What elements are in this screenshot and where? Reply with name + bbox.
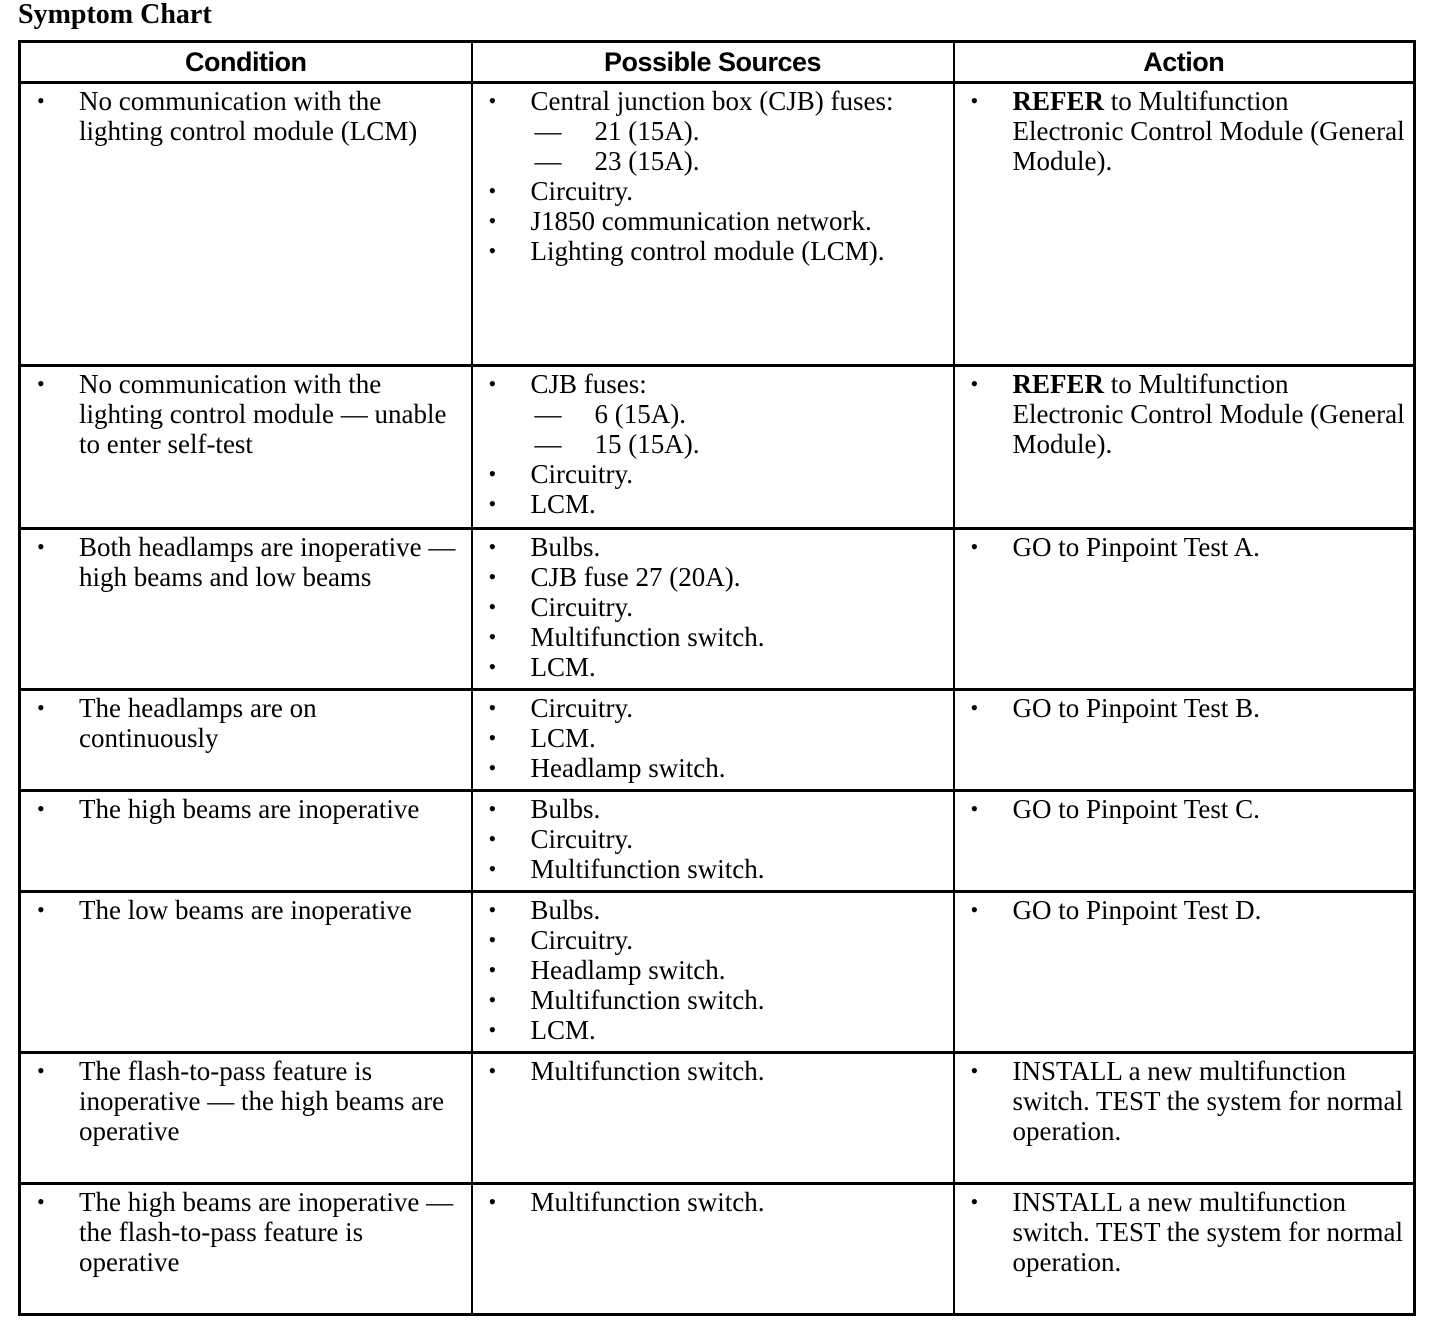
source-item: • LCM. xyxy=(479,1015,945,1045)
sources-list xyxy=(479,895,945,1045)
source-item: • LCM. xyxy=(479,652,945,682)
source-item: • Headlamp switch. xyxy=(479,955,945,985)
action-list xyxy=(961,794,1406,824)
condition-cell xyxy=(20,791,472,892)
condition-list xyxy=(27,693,463,753)
action-text: a new multifunction switch. TEST the system for normal operation. xyxy=(1012,1056,1403,1146)
action-list xyxy=(961,1187,1406,1277)
sources-list xyxy=(479,86,945,266)
fuse-item: — 15 (15A). xyxy=(531,429,945,459)
condition-list xyxy=(27,895,463,925)
sources-cell xyxy=(472,529,954,690)
sources-list xyxy=(479,532,945,682)
sources-cell xyxy=(472,1184,954,1315)
source-text: Central junction box (CJB) fuses: xyxy=(530,86,894,116)
action-text: to Pinpoint Test B. xyxy=(1051,693,1260,723)
header-condition: Condition xyxy=(20,42,472,83)
action-cell xyxy=(954,1184,1415,1315)
action-keyword: REFER xyxy=(1012,369,1105,399)
condition-cell xyxy=(20,83,472,366)
action-item xyxy=(961,369,1406,459)
condition-list xyxy=(27,1056,463,1146)
source-item: • Circuitry. xyxy=(479,824,945,854)
sources-list xyxy=(479,693,945,783)
fuse-item: — 21 (15A). xyxy=(531,116,945,146)
action-text: to Pinpoint Test C. xyxy=(1051,794,1260,824)
table-row xyxy=(20,366,1415,529)
source-item: • Circuitry. xyxy=(479,176,945,206)
table-row xyxy=(20,529,1415,690)
table-row xyxy=(20,791,1415,892)
action-list xyxy=(961,1056,1406,1146)
action-keyword: GO xyxy=(1012,794,1052,824)
sources-cell xyxy=(472,366,954,529)
source-item: • Multifunction switch. xyxy=(479,985,945,1015)
condition-list xyxy=(27,794,463,824)
sources-list xyxy=(479,369,945,519)
action-item xyxy=(961,895,1406,925)
source-text: CJB fuses: xyxy=(530,369,647,399)
action-keyword: GO xyxy=(1012,895,1052,925)
action-keyword: GO xyxy=(1012,532,1052,562)
source-item: • Circuitry. xyxy=(479,925,945,955)
condition-item: • Both headlamps are inoperative — high beams and low beams xyxy=(27,532,463,592)
condition-list xyxy=(27,369,463,459)
action-item xyxy=(961,1056,1406,1146)
condition-cell xyxy=(20,690,472,791)
action-text: to Pinpoint Test D. xyxy=(1051,895,1262,925)
table-row xyxy=(20,1053,1415,1184)
condition-cell xyxy=(20,892,472,1053)
action-text: to Multifunction Electronic Control Module (General Module). xyxy=(1012,86,1405,176)
source-item: • Multifunction switch. xyxy=(479,1056,945,1086)
action-keyword: REFER xyxy=(1012,86,1105,116)
action-text: a new multifunction switch. TEST the system for normal operation. xyxy=(1012,1187,1403,1277)
source-item: • Headlamp switch. xyxy=(479,753,945,783)
fuse-item: — 23 (15A). xyxy=(531,146,945,176)
source-item: • Bulbs. xyxy=(479,532,945,562)
sources-cell xyxy=(472,1053,954,1184)
action-item xyxy=(961,794,1406,824)
action-keyword: INSTALL xyxy=(1012,1056,1122,1086)
action-cell xyxy=(954,791,1415,892)
sources-cell xyxy=(472,892,954,1053)
condition-item: • The high beams are inoperative — the flash-to-pass feature is operative xyxy=(27,1187,463,1277)
header-action: Action xyxy=(954,42,1415,83)
source-item: • J1850 communication network. xyxy=(479,206,945,236)
action-list xyxy=(961,369,1406,459)
condition-cell xyxy=(20,1053,472,1184)
source-item: • CJB fuse 27 (20A). xyxy=(479,562,945,592)
action-cell xyxy=(954,83,1415,366)
source-item: • Circuitry. xyxy=(479,693,945,723)
source-item xyxy=(479,369,945,459)
action-cell xyxy=(954,1053,1415,1184)
action-item xyxy=(961,693,1406,723)
source-item: • Bulbs. xyxy=(479,895,945,925)
action-list xyxy=(961,532,1406,562)
sources-list xyxy=(479,1187,945,1217)
condition-item: • No communication with the lighting control module — unable to enter self-test xyxy=(27,369,463,459)
header-possible-sources: Possible Sources xyxy=(472,42,954,83)
source-item: • Lighting control module (LCM). xyxy=(479,236,945,266)
action-item xyxy=(961,532,1406,562)
table-row xyxy=(20,690,1415,791)
condition-cell xyxy=(20,366,472,529)
action-list xyxy=(961,86,1406,176)
action-list xyxy=(961,693,1406,723)
fuse-sublist xyxy=(531,399,945,459)
sources-cell xyxy=(472,791,954,892)
action-cell xyxy=(954,892,1415,1053)
sources-cell xyxy=(472,83,954,366)
fuse-item: — 6 (15A). xyxy=(531,399,945,429)
action-item xyxy=(961,86,1406,176)
table-row xyxy=(20,892,1415,1053)
condition-item: • The low beams are inoperative xyxy=(27,895,463,925)
source-item: • Circuitry. xyxy=(479,459,945,489)
condition-list xyxy=(27,1187,463,1277)
table-body xyxy=(20,83,1415,1315)
source-item: • LCM. xyxy=(479,723,945,753)
action-text: to Multifunction Electronic Control Module (General Module). xyxy=(1012,369,1405,459)
action-list xyxy=(961,895,1406,925)
action-cell xyxy=(954,690,1415,791)
action-item xyxy=(961,1187,1406,1277)
condition-list xyxy=(27,86,463,146)
condition-item: • The flash-to-pass feature is inoperative — the high beams are operative xyxy=(27,1056,463,1146)
action-keyword: GO xyxy=(1012,693,1052,723)
action-cell xyxy=(954,529,1415,690)
source-item: • Bulbs. xyxy=(479,794,945,824)
page-title: Symptom Chart xyxy=(18,0,212,30)
source-item: • Multifunction switch. xyxy=(479,622,945,652)
source-item: • Circuitry. xyxy=(479,592,945,622)
condition-cell xyxy=(20,1184,472,1315)
action-cell xyxy=(954,366,1415,529)
condition-item: • The headlamps are on continuously xyxy=(27,693,463,753)
action-keyword: INSTALL xyxy=(1012,1187,1122,1217)
source-item: • LCM. xyxy=(479,489,945,519)
table-row xyxy=(20,83,1415,366)
fuse-sublist xyxy=(531,116,945,176)
condition-list xyxy=(27,532,463,592)
action-text: to Pinpoint Test A. xyxy=(1051,532,1260,562)
condition-item: • No communication with the lighting control module (LCM) xyxy=(27,86,463,146)
table-row xyxy=(20,1184,1415,1315)
source-item: • Multifunction switch. xyxy=(479,854,945,884)
sources-list xyxy=(479,1056,945,1086)
source-item: • Multifunction switch. xyxy=(479,1187,945,1217)
symptom-table xyxy=(18,40,1416,1316)
sources-list xyxy=(479,794,945,884)
sources-cell xyxy=(472,690,954,791)
source-item xyxy=(479,86,945,176)
condition-item: • The high beams are inoperative xyxy=(27,794,463,824)
header-row xyxy=(20,42,1415,83)
condition-cell xyxy=(20,529,472,690)
